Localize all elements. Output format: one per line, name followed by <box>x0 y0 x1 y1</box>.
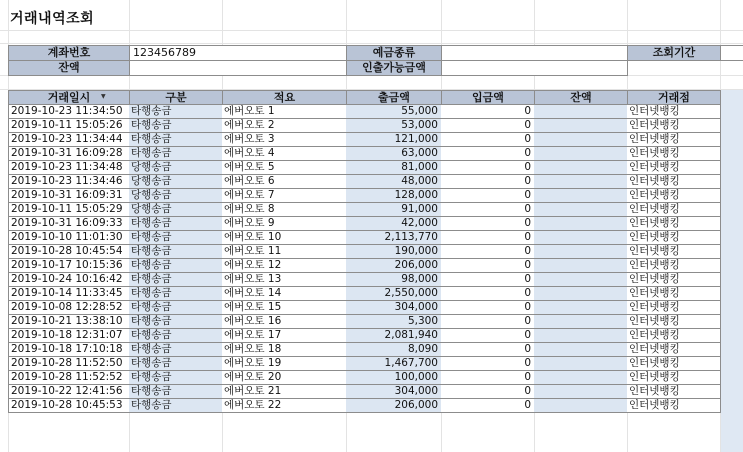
cell-deposit[interactable]: 0 <box>441 147 535 161</box>
sheet-margin-fill <box>721 90 743 452</box>
cell-deposit[interactable]: 0 <box>441 259 535 273</box>
cell-type[interactable]: 타행송금 <box>129 273 223 287</box>
cell-datetime[interactable]: 2019-10-28 11:52:52 <box>8 371 130 385</box>
cell-datetime[interactable]: 2019-10-14 11:33:45 <box>8 287 130 301</box>
cell-withdrawal[interactable]: 1,467,700 <box>346 357 442 371</box>
cell-deposit[interactable]: 0 <box>441 231 535 245</box>
cell-memo[interactable]: 에버오토 19 <box>222 357 347 371</box>
cell-branch[interactable]: 인터넷뱅킹 <box>627 371 721 385</box>
deposit-type-value-cell[interactable] <box>441 45 628 61</box>
cell-balance[interactable] <box>534 357 628 371</box>
cell-balance[interactable] <box>534 343 628 357</box>
cell-deposit[interactable]: 0 <box>441 119 535 133</box>
cell-balance[interactable] <box>534 399 628 413</box>
cell-withdrawal[interactable]: 98,000 <box>346 273 442 287</box>
column-header-memo[interactable]: 적요 <box>222 90 347 105</box>
cell-datetime[interactable]: 2019-10-17 10:15:36 <box>8 259 130 273</box>
column-header-deposit[interactable]: 입금액 <box>441 90 535 105</box>
cell-branch[interactable]: 인터넷뱅킹 <box>627 329 721 343</box>
balance-label: 잔액 <box>8 60 130 76</box>
cell-datetime[interactable]: 2019-10-28 10:45:54 <box>8 245 130 259</box>
column-header-type[interactable]: 구분 <box>129 90 223 105</box>
cell-withdrawal[interactable]: 63,000 <box>346 147 442 161</box>
cell-deposit[interactable]: 0 <box>441 301 535 315</box>
cell-type[interactable]: 당행송금 <box>129 175 223 189</box>
cell-deposit[interactable]: 0 <box>441 329 535 343</box>
cell-branch[interactable]: 인터넷뱅킹 <box>627 399 721 413</box>
column-header-balance[interactable]: 잔액 <box>534 90 628 105</box>
cell-withdrawal[interactable]: 48,000 <box>346 175 442 189</box>
cell-branch[interactable]: 인터넷뱅킹 <box>627 273 721 287</box>
cell-type[interactable]: 당행송금 <box>129 189 223 203</box>
cell-deposit[interactable]: 0 <box>441 105 535 119</box>
balance-value-cell[interactable] <box>129 60 347 76</box>
cell-type[interactable]: 타행송금 <box>129 329 223 343</box>
cell-deposit[interactable]: 0 <box>441 385 535 399</box>
gridline <box>0 43 743 44</box>
column-header-datetime[interactable] <box>8 90 130 105</box>
cell-deposit[interactable]: 0 <box>441 399 535 413</box>
column-header-withdrawal[interactable]: 출금액 <box>346 90 442 105</box>
cell-type[interactable]: 타행송금 <box>129 133 223 147</box>
cell-datetime[interactable]: 2019-10-24 10:16:42 <box>8 273 130 287</box>
cell-datetime[interactable]: 2019-10-18 12:31:07 <box>8 329 130 343</box>
cell-balance[interactable] <box>534 245 628 259</box>
cell-type[interactable]: 타행송금 <box>129 259 223 273</box>
cell-memo[interactable]: 에버오토 17 <box>222 329 347 343</box>
cell-type[interactable]: 타행송금 <box>129 147 223 161</box>
cell-balance[interactable] <box>534 259 628 273</box>
cell-balance[interactable] <box>534 315 628 329</box>
cell-withdrawal[interactable]: 190,000 <box>346 245 442 259</box>
cell-withdrawal[interactable]: 5,300 <box>346 315 442 329</box>
cell-balance[interactable] <box>534 287 628 301</box>
cell-withdrawal[interactable]: 304,000 <box>346 385 442 399</box>
cell-balance[interactable] <box>534 161 628 175</box>
deposit-type-label: 예금종류 <box>346 45 442 61</box>
cell-branch[interactable]: 인터넷뱅킹 <box>627 133 721 147</box>
cell-datetime[interactable]: 2019-10-08 12:28:52 <box>8 301 130 315</box>
cell-balance[interactable] <box>534 217 628 231</box>
cell-memo[interactable]: 에버오토 3 <box>222 133 347 147</box>
cell-balance[interactable] <box>534 385 628 399</box>
cell-memo[interactable]: 에버오토 6 <box>222 175 347 189</box>
cell-branch[interactable]: 인터넷뱅킹 <box>627 259 721 273</box>
cell-balance[interactable] <box>534 371 628 385</box>
page-title: 거래내역조회 <box>10 11 95 27</box>
cell-datetime[interactable]: 2019-10-31 16:09:31 <box>8 189 130 203</box>
cell-datetime[interactable]: 2019-10-23 11:34:48 <box>8 161 130 175</box>
cell-memo[interactable]: 에버오토 21 <box>222 385 347 399</box>
cell-withdrawal[interactable]: 206,000 <box>346 259 442 273</box>
cell-datetime[interactable]: 2019-10-23 11:34:44 <box>8 133 130 147</box>
cell-balance[interactable] <box>534 231 628 245</box>
account-value-cell[interactable]: 123456789 <box>129 45 347 61</box>
cell-balance[interactable] <box>534 189 628 203</box>
cell-deposit[interactable]: 0 <box>441 273 535 287</box>
withdrawable-label: 인출가능금액 <box>346 60 442 76</box>
cell-branch[interactable]: 인터넷뱅킹 <box>627 245 721 259</box>
cell-balance[interactable] <box>534 105 628 119</box>
cell-deposit[interactable]: 0 <box>441 133 535 147</box>
cell-memo[interactable]: 에버오토 20 <box>222 371 347 385</box>
cell-type[interactable]: 타행송금 <box>129 315 223 329</box>
cell-branch[interactable]: 인터넷뱅킹 <box>627 105 721 119</box>
cell-type[interactable]: 타행송금 <box>129 357 223 371</box>
cell-type[interactable]: 당행송금 <box>129 203 223 217</box>
cell-memo[interactable]: 에버오토 16 <box>222 315 347 329</box>
cell-datetime[interactable]: 2019-10-23 11:34:46 <box>8 175 130 189</box>
column-header-label: 거래일시 <box>47 91 91 104</box>
cell-branch[interactable]: 인터넷뱅킹 <box>627 287 721 301</box>
cell-deposit[interactable]: 0 <box>441 357 535 371</box>
cell-type[interactable]: 타행송금 <box>129 231 223 245</box>
cell-type[interactable]: 타행송금 <box>129 399 223 413</box>
cell-branch[interactable]: 인터넷뱅킹 <box>627 301 721 315</box>
cell-deposit[interactable]: 0 <box>441 161 535 175</box>
cell-datetime[interactable]: 2019-10-31 16:09:28 <box>8 147 130 161</box>
cell-branch[interactable]: 인터넷뱅킹 <box>627 175 721 189</box>
account-label: 계좌번호 <box>8 45 130 61</box>
cell-withdrawal[interactable]: 91,000 <box>346 203 442 217</box>
cell-datetime[interactable]: 2019-10-31 16:09:33 <box>8 217 130 231</box>
cell-datetime[interactable]: 2019-10-28 10:45:53 <box>8 399 130 413</box>
cell-deposit[interactable]: 0 <box>441 175 535 189</box>
cell-withdrawal[interactable]: 55,000 <box>346 105 442 119</box>
cell-branch[interactable]: 인터넷뱅킹 <box>627 119 721 133</box>
cell-type[interactable]: 타행송금 <box>129 245 223 259</box>
cell-withdrawal[interactable]: 206,000 <box>346 399 442 413</box>
cell-datetime[interactable]: 2019-10-11 15:05:29 <box>8 203 130 217</box>
period-value-cell[interactable] <box>720 45 743 61</box>
cell-balance[interactable] <box>534 147 628 161</box>
cell-branch[interactable]: 인터넷뱅킹 <box>627 343 721 357</box>
cell-type[interactable]: 타행송금 <box>129 119 223 133</box>
cell-memo[interactable]: 에버오토 7 <box>222 189 347 203</box>
cell-memo[interactable]: 에버오토 8 <box>222 203 347 217</box>
cell-memo[interactable]: 에버오토 13 <box>222 273 347 287</box>
cell-datetime[interactable]: 2019-10-28 11:52:50 <box>8 357 130 371</box>
cell-withdrawal[interactable]: 304,000 <box>346 301 442 315</box>
cell-branch[interactable]: 인터넷뱅킹 <box>627 315 721 329</box>
cell-withdrawal[interactable]: 2,113,770 <box>346 231 442 245</box>
cell-deposit[interactable]: 0 <box>441 203 535 217</box>
cell-branch[interactable]: 인터넷뱅킹 <box>627 161 721 175</box>
cell-balance[interactable] <box>534 119 628 133</box>
cell-balance[interactable] <box>534 329 628 343</box>
cell-branch[interactable]: 인터넷뱅킹 <box>627 357 721 371</box>
cell-branch[interactable]: 인터넷뱅킹 <box>627 203 721 217</box>
cell-deposit[interactable]: 0 <box>441 371 535 385</box>
cell-memo[interactable]: 에버오토 12 <box>222 259 347 273</box>
cell-withdrawal[interactable]: 2,081,940 <box>346 329 442 343</box>
cell-withdrawal[interactable]: 53,000 <box>346 119 442 133</box>
cell-memo[interactable]: 에버오토 9 <box>222 217 347 231</box>
cell-type[interactable]: 타행송금 <box>129 301 223 315</box>
cell-datetime[interactable]: 2019-10-18 17:10:18 <box>8 343 130 357</box>
cell-type[interactable]: 타행송금 <box>129 287 223 301</box>
column-header-branch[interactable]: 거래점 <box>627 90 721 105</box>
cell-branch[interactable]: 인터넷뱅킹 <box>627 385 721 399</box>
cell-datetime[interactable]: 2019-10-21 13:38:10 <box>8 315 130 329</box>
cell-branch[interactable]: 인터넷뱅킹 <box>627 231 721 245</box>
cell-balance[interactable] <box>534 175 628 189</box>
cell-datetime[interactable]: 2019-10-23 11:34:50 <box>8 105 130 119</box>
cell-balance[interactable] <box>534 133 628 147</box>
cell-datetime[interactable]: 2019-10-10 11:01:30 <box>8 231 130 245</box>
cell-branch[interactable]: 인터넷뱅킹 <box>627 147 721 161</box>
cell-deposit[interactable]: 0 <box>441 287 535 301</box>
cell-withdrawal[interactable]: 2,550,000 <box>346 287 442 301</box>
cell-deposit[interactable]: 0 <box>441 315 535 329</box>
cell-balance[interactable] <box>534 273 628 287</box>
cell-memo[interactable]: 에버오토 2 <box>222 119 347 133</box>
cell-branch[interactable]: 인터넷뱅킹 <box>627 189 721 203</box>
cell-memo[interactable]: 에버오토 15 <box>222 301 347 315</box>
cell-branch[interactable]: 인터넷뱅킹 <box>627 217 721 231</box>
cell-memo[interactable]: 에버오토 10 <box>222 231 347 245</box>
gridline <box>0 30 743 31</box>
cell-balance[interactable] <box>534 301 628 315</box>
withdrawable-value-cell[interactable] <box>441 60 628 76</box>
cell-memo[interactable]: 에버오토 14 <box>222 287 347 301</box>
filter-marker[interactable]: ▼ <box>101 93 106 100</box>
period-label: 조회기간 <box>627 45 721 61</box>
cell-deposit[interactable]: 0 <box>441 245 535 259</box>
cell-datetime[interactable]: 2019-10-11 15:05:26 <box>8 119 130 133</box>
cell-memo[interactable]: 에버오토 18 <box>222 343 347 357</box>
cell-type[interactable]: 타행송금 <box>129 371 223 385</box>
cell-memo[interactable]: 에버오토 5 <box>222 161 347 175</box>
cell-balance[interactable] <box>534 203 628 217</box>
cell-type[interactable]: 타행송금 <box>129 343 223 357</box>
cell-withdrawal[interactable]: 8,090 <box>346 343 442 357</box>
cell-type[interactable]: 타행송금 <box>129 385 223 399</box>
cell-deposit[interactable]: 0 <box>441 217 535 231</box>
cell-type[interactable]: 당행송금 <box>129 161 223 175</box>
cell-deposit[interactable]: 0 <box>441 189 535 203</box>
cell-withdrawal[interactable]: 100,000 <box>346 371 442 385</box>
cell-withdrawal[interactable]: 81,000 <box>346 161 442 175</box>
cell-type[interactable]: 타행송금 <box>129 105 223 119</box>
cell-memo[interactable]: 에버오토 4 <box>222 147 347 161</box>
cell-memo[interactable]: 에버오토 1 <box>222 105 347 119</box>
cell-memo[interactable]: 에버오토 22 <box>222 399 347 413</box>
cell-type[interactable]: 타행송금 <box>129 217 223 231</box>
cell-memo[interactable]: 에버오토 11 <box>222 245 347 259</box>
cell-withdrawal[interactable]: 42,000 <box>346 217 442 231</box>
cell-deposit[interactable]: 0 <box>441 343 535 357</box>
cell-datetime[interactable]: 2019-10-22 12:41:56 <box>8 385 130 399</box>
cell-withdrawal[interactable]: 121,000 <box>346 133 442 147</box>
cell-withdrawal[interactable]: 128,000 <box>346 189 442 203</box>
